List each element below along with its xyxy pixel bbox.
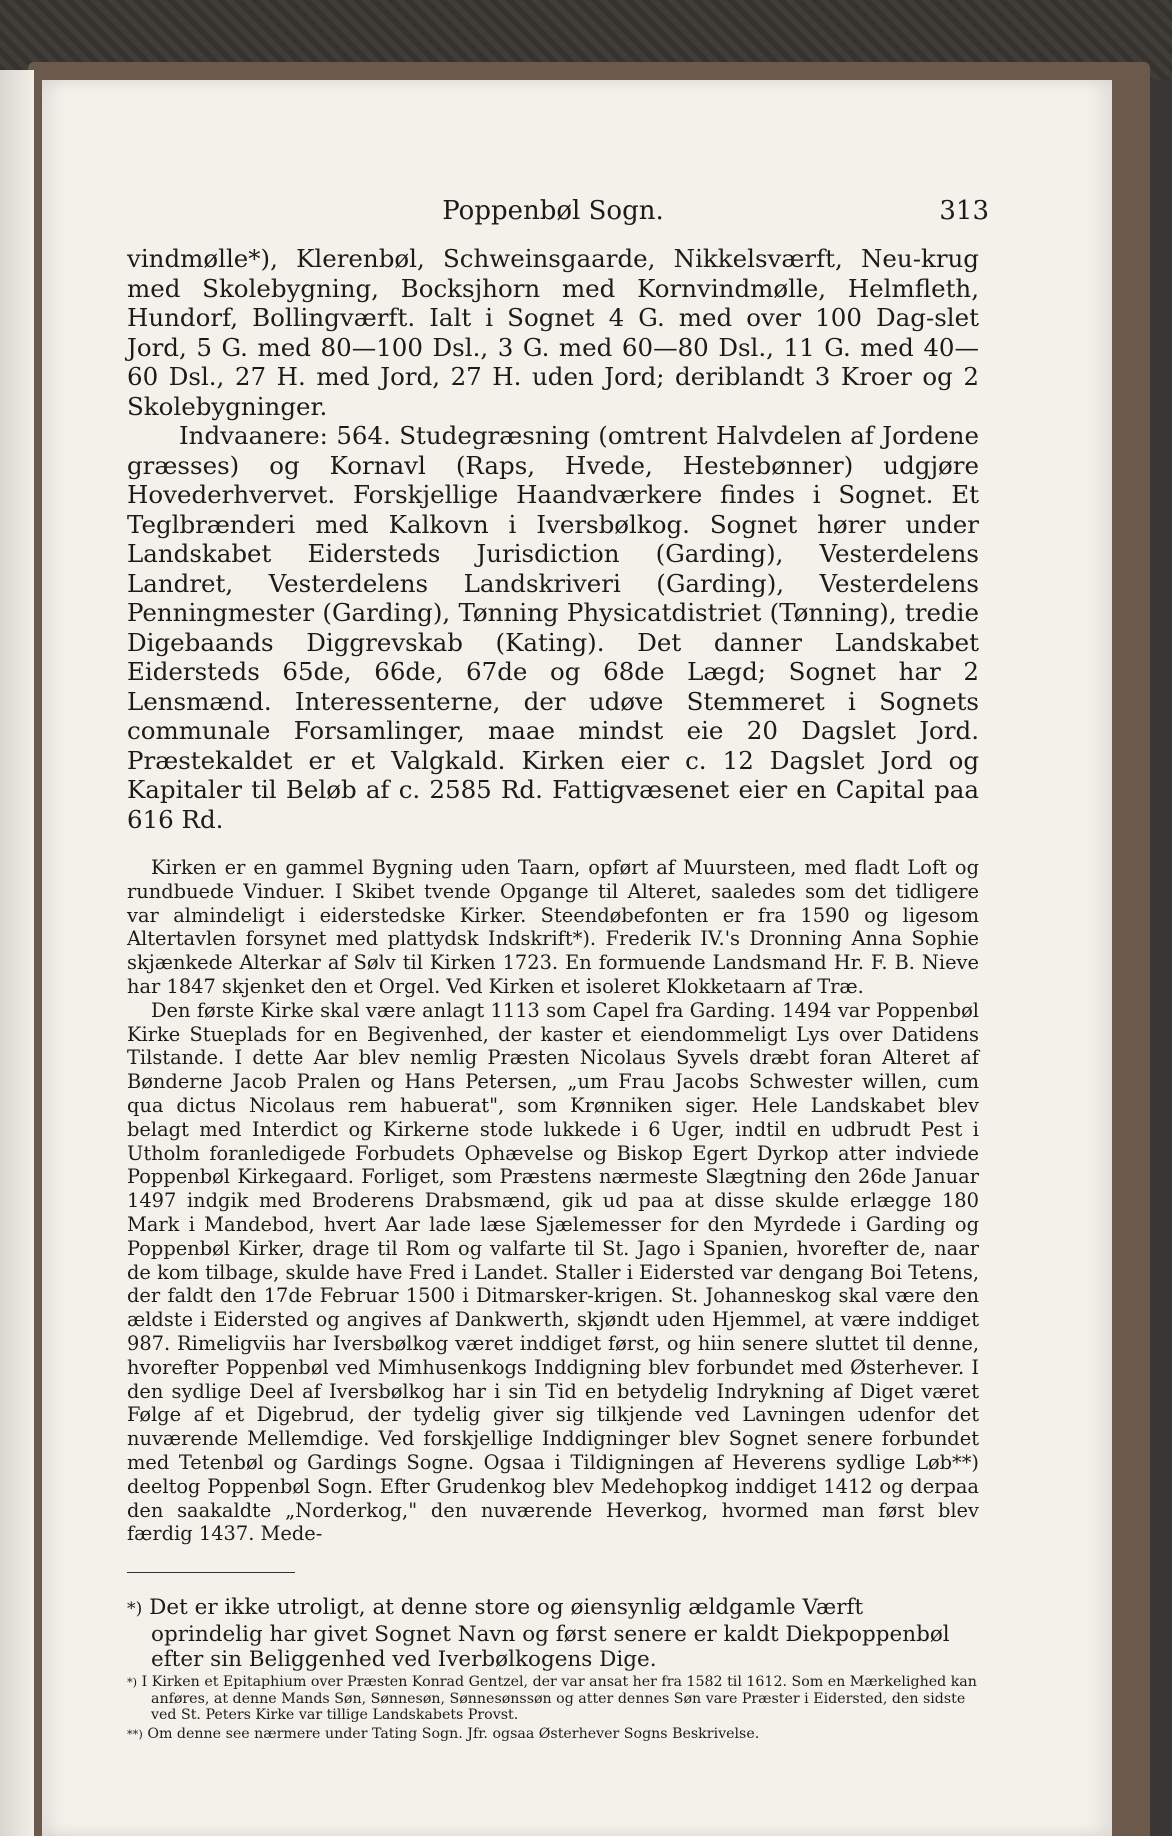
body-paragraph: vindmølle*), Klerenbøl, Schweinsgaarde, Nikkelsværft, Neu-krug med Skolebygning, Bocksjhorn med Kornvindmølle, Helmfleth, Hundorf, Bollingværft. Ialt i Sognet 4 G. med over 100 Dag-slet Jord, 5 G. med 80—100 Dsl., 3 G. med 60—80 Dsl., 11 G. med 40—60 Dsl., 27 H. med Jord, 27 H. uden Jord; deriblandt 3 Kroer og 2 Skolebygninger. <box>127 244 979 421</box>
running-head <box>127 192 989 232</box>
small-print-section <box>127 856 979 1546</box>
footnote-text: I Kirken et Epitaphium over Præsten Konrad Gentzel, der var ansat her fra 1582 til 1612. Som en Mærkelighed kan anføres, at denne Mands Søn, Sønnesøn, Sønnesønssøn og atter dennes Søn vare Præster i Eidersted, den sidste ved St. Peters Kirke var tillige Landskabets Provst. <box>141 1674 977 1724</box>
footnote-mark: **) <box>127 1726 143 1741</box>
footnote <box>127 1595 979 1672</box>
book-page <box>42 80 1112 1836</box>
page-content <box>127 192 989 1744</box>
body-text <box>127 244 979 834</box>
page-title: Poppenbøl Sogn. <box>442 196 664 226</box>
previous-page-edge <box>0 70 34 1836</box>
small-print-paragraph: Den første Kirke skal være anlagt 1113 som Capel fra Garding. 1494 var Poppenbøl Kirke Stueplads for en Begivenhed, der kaster et eiendommeligt Lys over Datidens Tilstande. I dette Aar blev nemlig Præsten Nicolaus Syvels dræbt foran Alteret af Bønderne Jacob Pralen og Hans Petersen, „um Frau Jacobs Schwester willen, cum qua dictus Nicolaus rem habuerat", som Krønniken siger. Hele Landskabet blev belagt med Interdict og Kirkerne stode lukkede i 6 Uger, indtil en udbrudt Pest i Utholm foranledigede Forbudets Ophævelse og Biskop Egert Dyrkop atter indviede Poppenbøl Kirkegaard. Forliget, som Præstens nærmeste Slægtning den 26de Januar 1497 indgik med Broderens Drabsmænd, gik ud paa at disse skulde erlægge 180 Mark i Mandebod, hvert Aar lade læse Sjælemesser for den Myrdede i Garding og Poppenbøl Kirker, drage til Rom og valfarte til St. Jago i Spanien, hvorefter de, naar de kom tilbage, skulde have Fred i Landet. Staller i Eidersted var dengang Boi Tetens, der faldt den 17de Februar 1500 i Ditmarsker-krigen. St. Johanneskog skal være den ældste i Eidersted og angives af Dankwerth, skjøndt uden Hjemmel, at være inddiget 987. Rimeligviis har Iversbølkog været inddiget først, og hiin senere sluttet til denne, hvorefter Poppenbøl ved Mimhusenkogs Inddigning blev forbundet med Østerhever. I den sydlige Deel af Iversbølkog har i sin Tid en betydelig Indrykning af Diget været Følge af et Digebrud, der tydelig giver sig tilkjende ved Lavningen udenfor det nuværende Mellemdige. Ved forskjellige Inddigninger blev Sognet senere forbundet med Tetenbøl og Gardings Sogne. Ogsaa i Tildigningen af Heverens sydlige Løb**) deeltog Poppenbøl Sogn. Efter Grudenkog blev Medehopkog inddiget 1412 og derpaa den saakaldte „Norderkog," den nuværende Heverkog, hvormed man først blev færdig 1437. Mede- <box>127 998 979 1546</box>
body-paragraph: Indvaanere: 564. Studegræsning (omtrent Halvdelen af Jordene græsses) og Kornavl (Raps, Hvede, Hestebønner) udgjøre Hovederhvervet. Forskjellige Haandværkere findes i Sognet. Et Teglbrænderi med Kalkovn i Iversbølkog. Sognet hører under Landskabet Eidersteds Jurisdiction (Garding), Vesterdelens Landret, Vesterdelens Landskriveri (Garding), Vesterdelens Penningmester (Garding), Tønning Physicatdistriet (Tønning), tredie Digebaands Diggrevskab (Kating). Det danner Landskabet Eidersteds 65de, 66de, 67de og 68de Lægd; Sognet har 2 Lensmænd. Interessenterne, der udøve Stemmeret i Sognets communale Forsamlinger, maae mindst eie 20 Dagslet Jord. Præstekaldet er et Valgkald. Kirken eier c. 12 Dagslet Jord og Kapitaler til Beløb af c. 2585 Rd. Fattigvæsenet eier en Capital paa 616 Rd. <box>127 421 979 834</box>
footnote-text: Om denne see nærmere under Tating Sogn. Jfr. ogsaa Østerhever Sogns Beskrivelse. <box>147 1725 760 1742</box>
footnote <box>127 1674 979 1724</box>
page-number: 313 <box>939 196 989 226</box>
footnote-mark: *) <box>127 1675 138 1690</box>
footnotes <box>127 1595 979 1742</box>
footnote-text: Det er ikke utroligt, at denne store og øiensynlig ældgamle Værft oprindelig har givet Sognet Navn og først senere er kaldt Diekpoppenbøl efter sin Beliggenhed ved Iverbølkogens Dige. <box>149 1595 950 1673</box>
footnote-mark: *) <box>127 1599 143 1620</box>
footnote-divider <box>127 1572 295 1573</box>
small-print-paragraph: Kirken er en gammel Bygning uden Taarn, opført af Muursteen, med fladt Loft og rundbuede Vinduer. I Skibet tvende Opgange til Alteret, saaledes som det tidligere var almindeligt i eiderstedske Kirker. Steendøbefonten er fra 1590 og ligesom Altertavlen forsynet med plattydsk Indskrift*). Frederik IV.'s Dronning Anna Sophie skjænkede Alterkar af Sølv til Kirken 1723. En formuende Landsmand Hr. F. B. Nieve har 1847 skjenket den et Orgel. Ved Kirken et isoleret Klokketaarn af Træ. <box>127 856 979 998</box>
footnote <box>127 1726 979 1743</box>
